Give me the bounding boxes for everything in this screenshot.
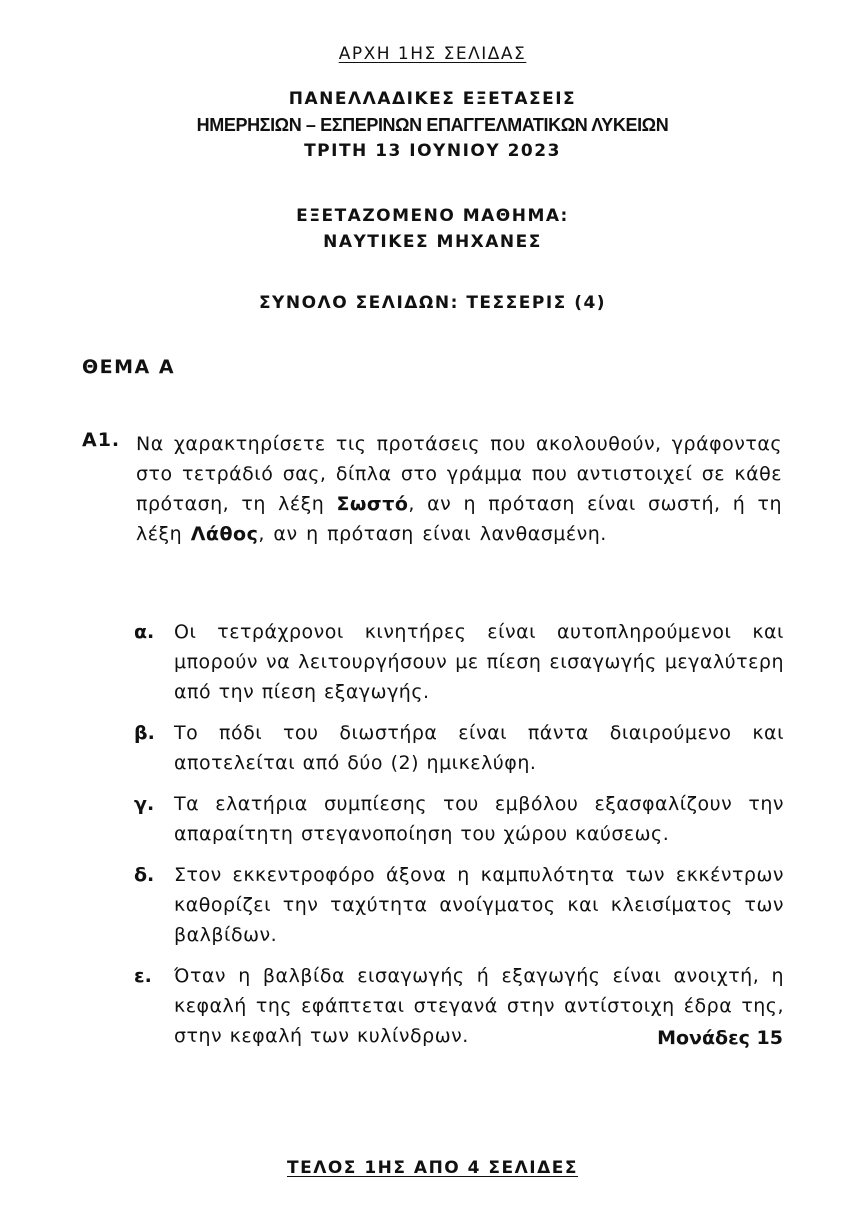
item-text: Οι τετράχρονοι κινητήρες είναι αυτοπληρούμενοι και μπορούν να λειτουργήσουν με πίεση εισαγωγής μεγαλύτερη από την πίεση εξαγωγής. [174, 621, 784, 703]
question-text-part1: Να χαρακτηρίσετε τις προτάσεις που ακολουθούν, γράφοντας στο τετράδιό σας, δίπλα στο γράμμα που αντιστοιχεί σε κάθε πρόταση, τη λέξη [136, 433, 782, 515]
item-text: Στον εκκεντροφόρο άξονα η καμπυλότητα των εκκέντρων καθορίζει την ταχύτητα ανοίγματος και κλεισίματος των βαλβίδων. [174, 864, 784, 946]
section-title: ΘΕΜΑ Α [82, 356, 176, 378]
page-start-header: ΑΡΧΗ 1ΗΣ ΣΕΛΙΔΑΣ [338, 44, 527, 64]
total-pages: ΣΥΝΟΛΟ ΣΕΛΙΔΩΝ: ΤΕΣΣΕΡΙΣ (4) [258, 293, 607, 313]
item-text: Το πόδι του διωστήρα είναι πάντα διαιρούμενο και αποτελείται από δύο (2) ημικελύφη. [174, 722, 784, 774]
marks: Μονάδες 15 [657, 1027, 783, 1049]
item-letter: α. [134, 621, 155, 643]
exam-title-block [0, 86, 865, 164]
item-letter: δ. [134, 864, 155, 886]
subject-block [0, 203, 865, 255]
page-end-footer: ΤΕΛΟΣ 1ΗΣ ΑΠΟ 4 ΣΕΛΙΔΕΣ [286, 1158, 579, 1178]
question-label: Α1. [82, 429, 121, 451]
exam-name: ΠΑΝΕΛΛΑΔΙΚΕΣ ΕΞΕΤΑΣΕΙΣ [288, 89, 577, 109]
list-item [134, 617, 784, 707]
question-text [136, 429, 782, 549]
item-letter: γ. [134, 793, 155, 815]
word-wrong: Λάθος [190, 523, 259, 545]
list-item [134, 860, 784, 950]
question-text-part2: , αν η πρόταση είναι σωστή, ή τη λέξη [136, 493, 782, 545]
subject-label: ΕΞΕΤΑΖΟΜΕΝΟ ΜΑΘΗΜΑ: [296, 206, 569, 226]
item-letter: β. [134, 722, 155, 744]
exam-date: ΤΡΙΤΗ 13 ΙΟΥΝΙΟΥ 2023 [304, 141, 561, 161]
question-text-part3: , αν η πρόταση είναι λανθασμένη. [258, 523, 607, 545]
item-text: Τα ελατήρια συμπίεσης του εμβόλου εξασφαλίζουν την απαραίτητη στεγανοποίηση του χώρου καύσεως. [174, 793, 784, 845]
subject-name: ΝΑΥΤΙΚΕΣ ΜΗΧΑΝΕΣ [323, 232, 542, 252]
statement-list [134, 617, 784, 1062]
school-type: ΗΜΕΡΗΣΙΩΝ – ΕΣΠΕΡΙΝΩΝ ΕΠΑΓΓΕΛΜΑΤΙΚΩΝ ΛΥΚΕΙΩΝ [196, 115, 669, 135]
list-item [134, 789, 784, 849]
word-correct: Σωστό [336, 493, 409, 515]
list-item [134, 718, 784, 778]
item-letter: ε. [134, 965, 152, 987]
item-text: Όταν η βαλβίδα εισαγωγής ή εξαγωγής είναι ανοιχτή, η κεφαλή της εφάπτεται στεγανά στην αντίστοιχη έδρα της, στην κεφαλή των κυλίνδρων. [174, 965, 784, 1047]
